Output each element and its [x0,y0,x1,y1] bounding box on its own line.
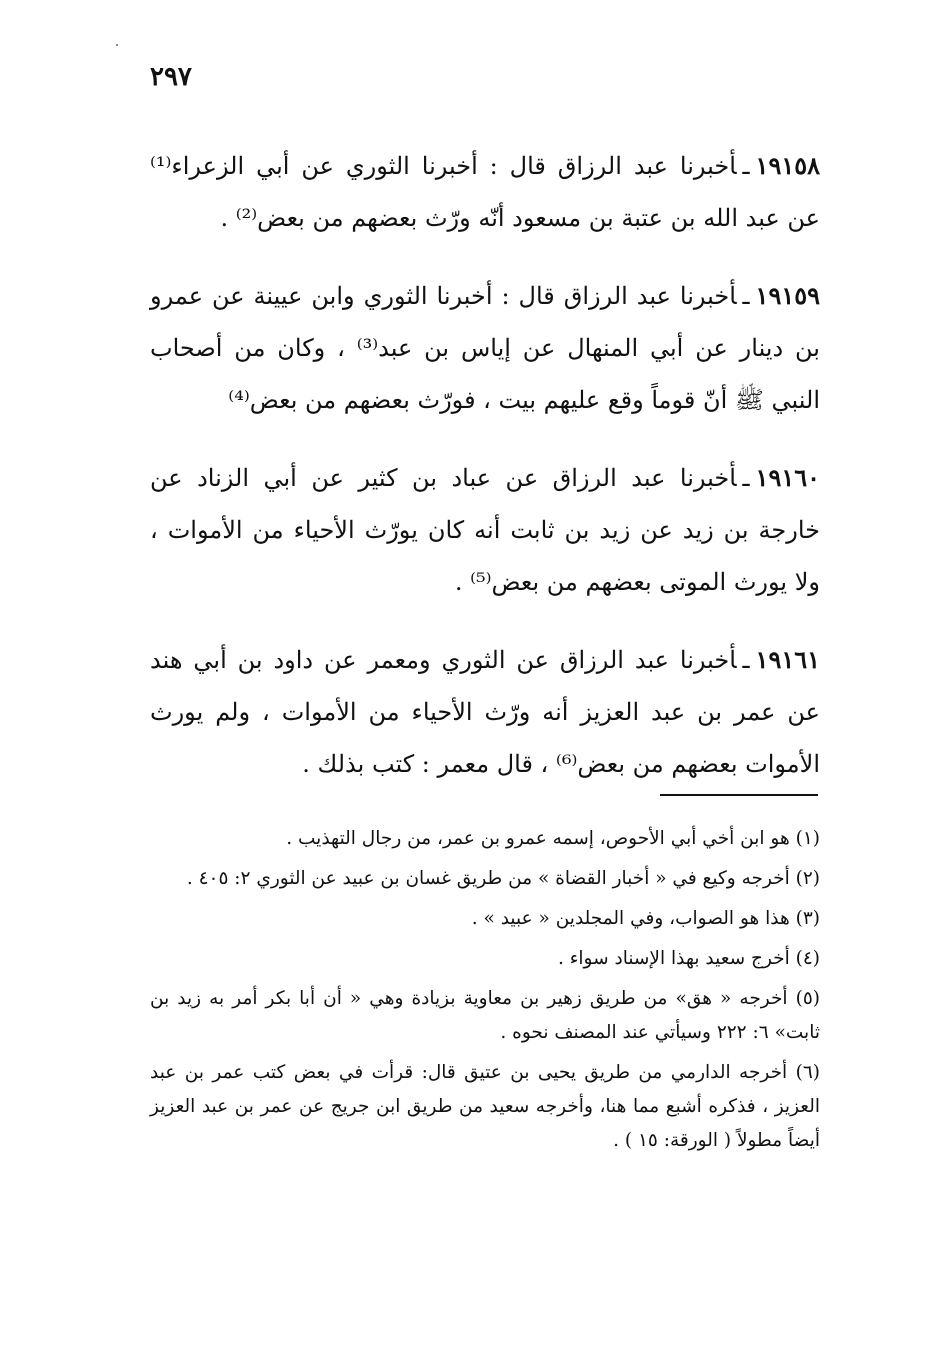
footnote: (١) هو ابن أخي أبي الأحوص، إسمه عمرو بن عمر، من رجال التهذيب . [286,828,820,849]
footnote: (٣) هذا هو الصواب، وفي المجلدين « عبيد » . [471,908,820,929]
footnote: (٥) أخرجه « هق» من طريق زهير بن معاوية بزيادة وهي « أن أبا بكر أمر به زيد بن ثابت» ٦: ٢٢٢ وسيأتي عند المصنف نحوه . [150,988,820,1043]
hadith-paragraph [150,634,820,790]
hadith-paragraph [150,140,820,244]
footnote-separator [660,794,818,796]
hadith-number: ١٩١٦٠ [755,463,820,492]
hadith-text: أخبرنا عبد الرزاق قال : أخبرنا الثوري عن أبي الزعراء⁽¹⁾ عن عبد الله بن عتبة بن مسعود أنّه ورّث بعضهم من بعض⁽²⁾ . [150,152,820,232]
hadith-dash: ـ [742,152,750,180]
hadith-paragraph [150,452,820,608]
hadith-text: أخبرنا عبد الرزاق قال : أخبرنا الثوري وابن عيينة عن عمرو بن دينار عن أبي المنهال عن إياس بن عبد⁽³⁾ ، وكان من أصحاب النبي ﷺ أنّ قوماً وقع عليهم بيت ، فورّث بعضهم من بعض⁽⁴⁾ [150,282,820,414]
hadith-text: أخبرنا عبد الرزاق عن عباد بن كثير عن أبي الزناد عن خارجة بن زيد عن زيد بن ثابت أنه كان يورّث الأحياء من الأموات ، ولا يورث الموتى بعضهم من بعض⁽⁵⁾ . [150,464,820,596]
page-number: ٢٩٧ [150,62,192,92]
hadith-dash: ـ [742,464,750,492]
hadith-paragraph [150,270,820,426]
hadith-number: ١٩١٥٩ [755,281,820,310]
footnote: (٢) أخرجه وكيع في « أخبار القضاة » من طريق غسان بن عبيد عن الثوري ٢: ٤٠٥ . [186,868,820,889]
hadith-number: ١٩١٦١ [755,645,820,674]
footnotes [150,822,820,1164]
hadith-number: ١٩١٥٨ [755,151,820,180]
hadith-dash: ـ [742,646,750,674]
footnote: (٦) أخرجه الدارمي من طريق يحيى بن عتيق قال: قرأت في بعض كتب عمر بن عبد العزيز ، فذكره أشبع مما هنا، وأخرجه سعيد من طريق ابن جريج عن عمر بن عبد العزيز أيضاً مطولاً ( الورقة: ١٥ ) . [150,1062,820,1151]
scan-speck [116,44,118,46]
footnote: (٤) أخرج سعيد بهذا الإسناد سواء . [557,948,820,969]
main-text [150,140,820,816]
hadith-text: أخبرنا عبد الرزاق عن الثوري ومعمر عن داود بن أبي هند عن عمر بن عبد العزيز أنه ورّث الأحياء من الأموات ، ولم يورث الأموات بعضهم من بعض⁽⁶⁾ ، قال معمر : كتب بذلك . [150,646,820,778]
hadith-dash: ـ [742,282,750,310]
